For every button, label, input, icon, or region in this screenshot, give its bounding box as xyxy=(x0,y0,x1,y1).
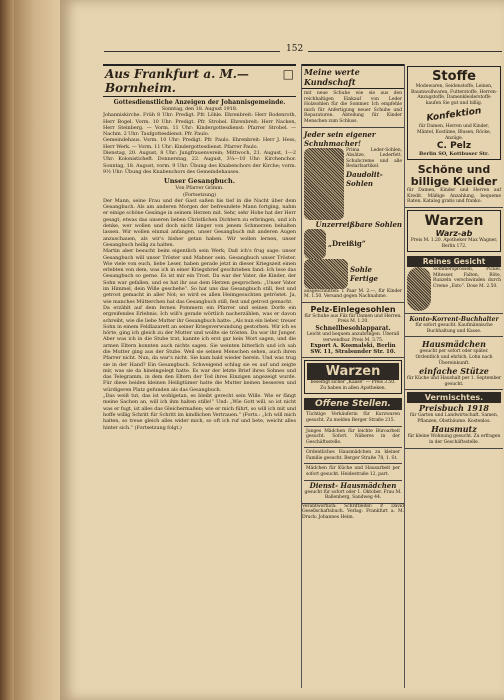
service-notice: Gemeindehaus. Vorm. 10 Uhr: Predigt. Pfr. Paulo. Ehrenbreit: Herr J. Hess, Herr Werk. — Vorm. 11 Uhr: Kindergottesdienst. Pfarrer Paulo. xyxy=(103,137,296,150)
page-number: 152 xyxy=(286,44,304,54)
ad-text: für Garten und Landwirtschaft. Samen, Pflanzen, Obstbäume. Kostenlos. xyxy=(409,413,499,424)
ads-header: Meine werte Kundschaft xyxy=(302,64,404,89)
ad-title: Hausmädchen xyxy=(422,339,486,350)
ad-warzen xyxy=(304,360,402,394)
miscellaneous-section xyxy=(405,390,503,448)
job-ad: Ordentliches Hausmädchen zu kleiner Familie gesucht. Berger Straße 78, 1. St. xyxy=(304,448,402,464)
ad-text: ausgeschnitten: 1 Paar M. 2.—, für Kinder M. 1.50. Versand gegen Nachnahme. xyxy=(304,288,402,300)
ad-text: für Damen, Herren und Kinder, Mäntel, Kostüme, Blusen, Röcke, Anzüge. xyxy=(416,124,491,141)
article-author: Von Pfarrer Grimm. xyxy=(175,185,224,192)
ad-title: Konfektion xyxy=(426,106,482,125)
ad-title: Warzen xyxy=(307,363,399,380)
ad-title: Sohle Fertige xyxy=(350,264,378,283)
right-column xyxy=(404,64,503,688)
merchant-address: Berlin SO, Kottbuser Str. xyxy=(419,151,489,158)
book-binding xyxy=(14,0,66,700)
ad-brand: Daudolit-Sohlen xyxy=(346,169,383,188)
ad-title: Schöne und billige Kleider xyxy=(410,163,498,189)
ad-text: für Damen, Kinder und Herren auf Kredit. Mäßige Anzahlung, bequeme Raten. Katalog gratis und franko. xyxy=(407,188,501,205)
ad-title: Dienst- Hausmädchen xyxy=(309,480,397,490)
left-column xyxy=(103,64,296,688)
section-title: Vermischtes. xyxy=(407,392,501,403)
ad-title: Warzen xyxy=(424,212,484,229)
ad-brand: Warz-ab xyxy=(435,228,473,238)
ad-brand: „Dreißig“ xyxy=(328,239,366,249)
job-ad: Tüchtige Verkäuferin für Kurzwaren gesucht. Zu melden Berger Straße 215. xyxy=(304,410,402,426)
ad-text: beseitigt sicher „Kaase“ — Preis 3.50. Zu haben in allen Apotheken. xyxy=(310,380,396,391)
shop-intro: mit neue Schuhe wie sie aus den reichhaltigen Einkauf von Leder Holzsohlen für die Sommer. Ich empfehle mich für Anfertigung neuer Schuhe und Reparaturen. Abteilung für Kinder Menschen zum Schluss. xyxy=(302,89,404,128)
ad-text: Leicht und bequem anzubringen. Überall verwendbar. Preis M. 3.75. xyxy=(306,331,400,343)
ad-buchhalter xyxy=(405,314,503,337)
column-header-title: Aus Frankfurt a. M.—Bornheim. xyxy=(105,67,249,95)
ad-title: einfache Stütze xyxy=(419,366,489,377)
ad-title: Unzerreißbare Sohlen xyxy=(315,219,402,229)
ad-title: Konto-Korrent-Buchhalter xyxy=(409,316,499,324)
ad-text: für sofort gesucht. Kaufmännische Buchhaltung und Kasse. xyxy=(415,323,493,334)
service-notice: Johanniskirche. Früh 8 Uhr: Predigt. Pfr. Löhle. Ehrenbreit: Herr Bodenroth, Herr Bogel. Vorm. 10 Uhr: Predigt. Pfr. Strobel. Ehrenbreit: Herr Nacken, Herr Steinberg. — Vorm. 11 Uhr: Kindergottesdienst: Pfarrer Strobel. — Nachm. 2 Uhr: Taufgottesdienst. Pfr. Paulo. xyxy=(103,112,296,138)
ad-text: gesucht per sofort oder später. Ordentlich und ehrlich. Lohn nach Übereinkunft. xyxy=(415,349,493,366)
column-header-mark: □ xyxy=(282,67,294,81)
ad-text: für Küche und Haushalt per 1. September gesucht. xyxy=(407,376,502,387)
article-title: Unser Gesangbuch. xyxy=(164,177,235,186)
ad-kleider xyxy=(405,162,503,208)
ad-title: Reines Gesicht xyxy=(407,256,501,267)
article-paragraph: Da erzählt auf dem fernen Pommern ein Pfarrer und seinen Dorfe ein ergreifendes Erlebnis. Ich will's gerade wörtlich nacherzählen, was er davon schreibt, wie die liebe Mutter ihr Gesangbuch hatte: „Als nun ein lieber, treuer Sohn in einem Feldlazarett an seiner Kriegsverwundung gestorben. Wir ich es hörte, ging ich gleich zu der Mutter und wollte sie trösten. Da war ihr Junger. Aber was ich in die Stube trat, kannte ich erst gar kein Wort sagen, und die armen Eltern konnten auch nichts sagen. Sie weinten bitterlich und ich sah die Mutter ging aus der Stube. Weil sie seinen Menschen sehen, auch ihren Pfarrer nicht. Nun, da war's nicht. Sie kam bald wieder herein. Und was trug sie in der Hand? Ein Gesangbuch. Schweigend schlug sie es auf und zeigte mir, was sie da hineingelegt hatte. Es war der letzte Brief ihres Sohnes und das Telegramm, in dem den Eltern der Tod ihres Einzigen angezeigt wurde. Für diese beiden kleinen Heiligtümer hatte die Mutter keinen besseren und würdigeren Platz gefunden als das Gesangbuch. xyxy=(103,304,296,393)
ad-pelz-soles xyxy=(302,303,404,358)
ad-title: Jeder sein eigener Schuhmacher! xyxy=(304,129,376,148)
ad-stoffe xyxy=(407,66,501,160)
ad-warz-ab xyxy=(407,210,501,252)
ad-title: Pelz-Einlegesohlen xyxy=(310,304,396,314)
portrait-illustration xyxy=(407,267,431,311)
sole-illustration xyxy=(304,229,326,259)
ad-text: für kleine Wohnung gesucht. Zu erfragen in der Geschäftsstelle. xyxy=(407,434,501,446)
sole-illustration xyxy=(304,259,348,289)
service-notice: Dienstag, 20. August, 8 Uhr: Jungfrauenverein; Mittwoch, 21. August, 1—2 Uhr: Kolonisticheft. Donnerstag, 22. August, 3¼—10 Uhr: Kirchenchor. Sonntag, 18. August, vorm. 9 Uhr: Übung des Knabenchors der Kirche; vorm. 9½ Uhr: Übung des Knabenchors des Gemeindehauses. xyxy=(103,150,296,175)
section-title: Gottesdienstliche Anzeigen der Johannisgemeinde. xyxy=(113,99,286,106)
ad-address: Export A. Kosmalski, Berlin SW. 11, Stralsunder Str. 10. xyxy=(310,343,396,356)
article-paragraph: „Das weiß tut, das ist wohlgetan, es bleibt gerecht sein Wille. Wie er fängt meine Sachen an, will ich ihm halten stille!“ Und: „Wie Gott will, so ist nicht was er fugt, ist alles das Gleichermaßen; wie er mich führt, so will ich mit und hoffe willig Schritt für Schritt im kindlichen Vertrauen.“ (Forts.: „Ich will mich halten, so treue gleich alles wider mich, so oft ich ruf und bete, weicht alles hinter sich.“ (Fortsetzung folgt.) xyxy=(103,393,296,431)
article-paragraph: Martin aber besucht beim eigentlich sein Werk; Daß ich's frug sage: unser Gesangbuch will unser Tröster und Mahner sein. Gesangbuch unser Tröster. Wie viele von euch, liebe Leser, haben gerade jetzt in dieser Kriegszeit einen erlebten von dem, was ich in einer Kriegsbrief geschrieben fand: Ich lese das Gesangbuch so gerne. Es ist mir ein Trost. Da war der Vater, die Kinder, der Sohn war gefallen, und es hat ihr aus dem Herzen gesprochen: „Unser Vater im Himmel, dein Wille geschehe“. So hat uns das Gesangbuch still, fest und getrost gemacht in aller Not; so wird es allen Heimgesuchten getröstet. Ja, wie manches Mütterchen hat das Gesangbuch still, fest und getrost gemacht. xyxy=(103,248,296,305)
top-rule-right xyxy=(308,51,502,52)
ad-reines-gesicht xyxy=(405,254,503,314)
ad-text: Prima Leder-Sohlen, Absätze, Lederfett, Schuhcreme und alle Bedarfsartikel. xyxy=(346,147,402,170)
top-rule-left xyxy=(104,51,280,52)
ad-shoemaker xyxy=(302,128,404,303)
ad-text: für Schuhe aus Filz für Damen und Herren. Preis M. 1.20. xyxy=(304,313,402,325)
ad-text: Sommersprossen, Pickel, Mitesser, Falten, Röte, Runzeln verschwinden durch Creme „Esto“. Dose M. 2.50. xyxy=(433,267,501,289)
service-date: Sonntag, den 18. August 1918. xyxy=(161,106,238,112)
middle-column xyxy=(301,64,404,688)
job-ad: Junges Mädchen für leichte Büroarbeit gesucht. Sofort. Näheres in der Geschäftsstelle. xyxy=(304,427,402,449)
article-paragraph: Der Mann, seine Frau und der Gast saßen bis tief in die Nacht über dem Gesangbuch. Als am anderen Morgen der befreundete Mann fortging, nahm er einige schöne Gesänge in seinem Herzen mit. Sehr, sehr Hohe hat der Herr gesagt, etwas das unseren lieben Christlichen Dichtern zu erbringen, und ich denke, wer wollen und doch nicht länger von jenem Schmerzen behalten lassen. Wir wollen einmal anfangen, unser Gesangbuch mit anderen Augen anzuschauen, als wir's bisher getan haben. Wir wollen lernen, unser Gesangbuch heilig zu halten. xyxy=(103,197,296,248)
column-header xyxy=(103,64,296,97)
book-edge xyxy=(0,0,14,700)
ad-text: Preis M. 1.20. Apotheker Max Wagner, Berlin 172. xyxy=(410,237,498,249)
section-title: Offene Stellen. xyxy=(304,398,402,410)
merchant-name: C. Pelz xyxy=(436,141,472,152)
ad-subtitle: Schnellbesohlapparat. xyxy=(315,324,391,332)
ad-title: Stoffe xyxy=(432,69,476,84)
article-continuation: (Fortsetzung) xyxy=(182,191,217,198)
boot-illustration xyxy=(304,148,344,220)
ad-text: Modewaren, Seidenstoffe, Leinen, Baumwollwaren, Futterstoffe, Herren-Anzugstoffe, Damenkleiderstoffe kaufen Sie gut und billig. xyxy=(410,84,498,106)
ad-title: Preisbuch 1918 xyxy=(418,403,489,414)
ad-hausmaedchen xyxy=(405,337,503,390)
imprint: Verantwortlich: Schriftleiter: P. David Gesellschaftsbuch. Verlag: Frankfurt a. M. Druck: Johannes Heim. xyxy=(302,503,404,521)
job-listings xyxy=(302,396,404,504)
job-ad: Mädchen für Küche und Hausarbeit per sofort gesucht. Heidestraße 12, part. xyxy=(304,464,402,480)
ad-title: Hausmutz xyxy=(431,424,477,435)
ad-text: gesucht für sofort oder 1. Oktober. Frau M. Ballenberg, Sandweg 44. xyxy=(304,489,402,501)
